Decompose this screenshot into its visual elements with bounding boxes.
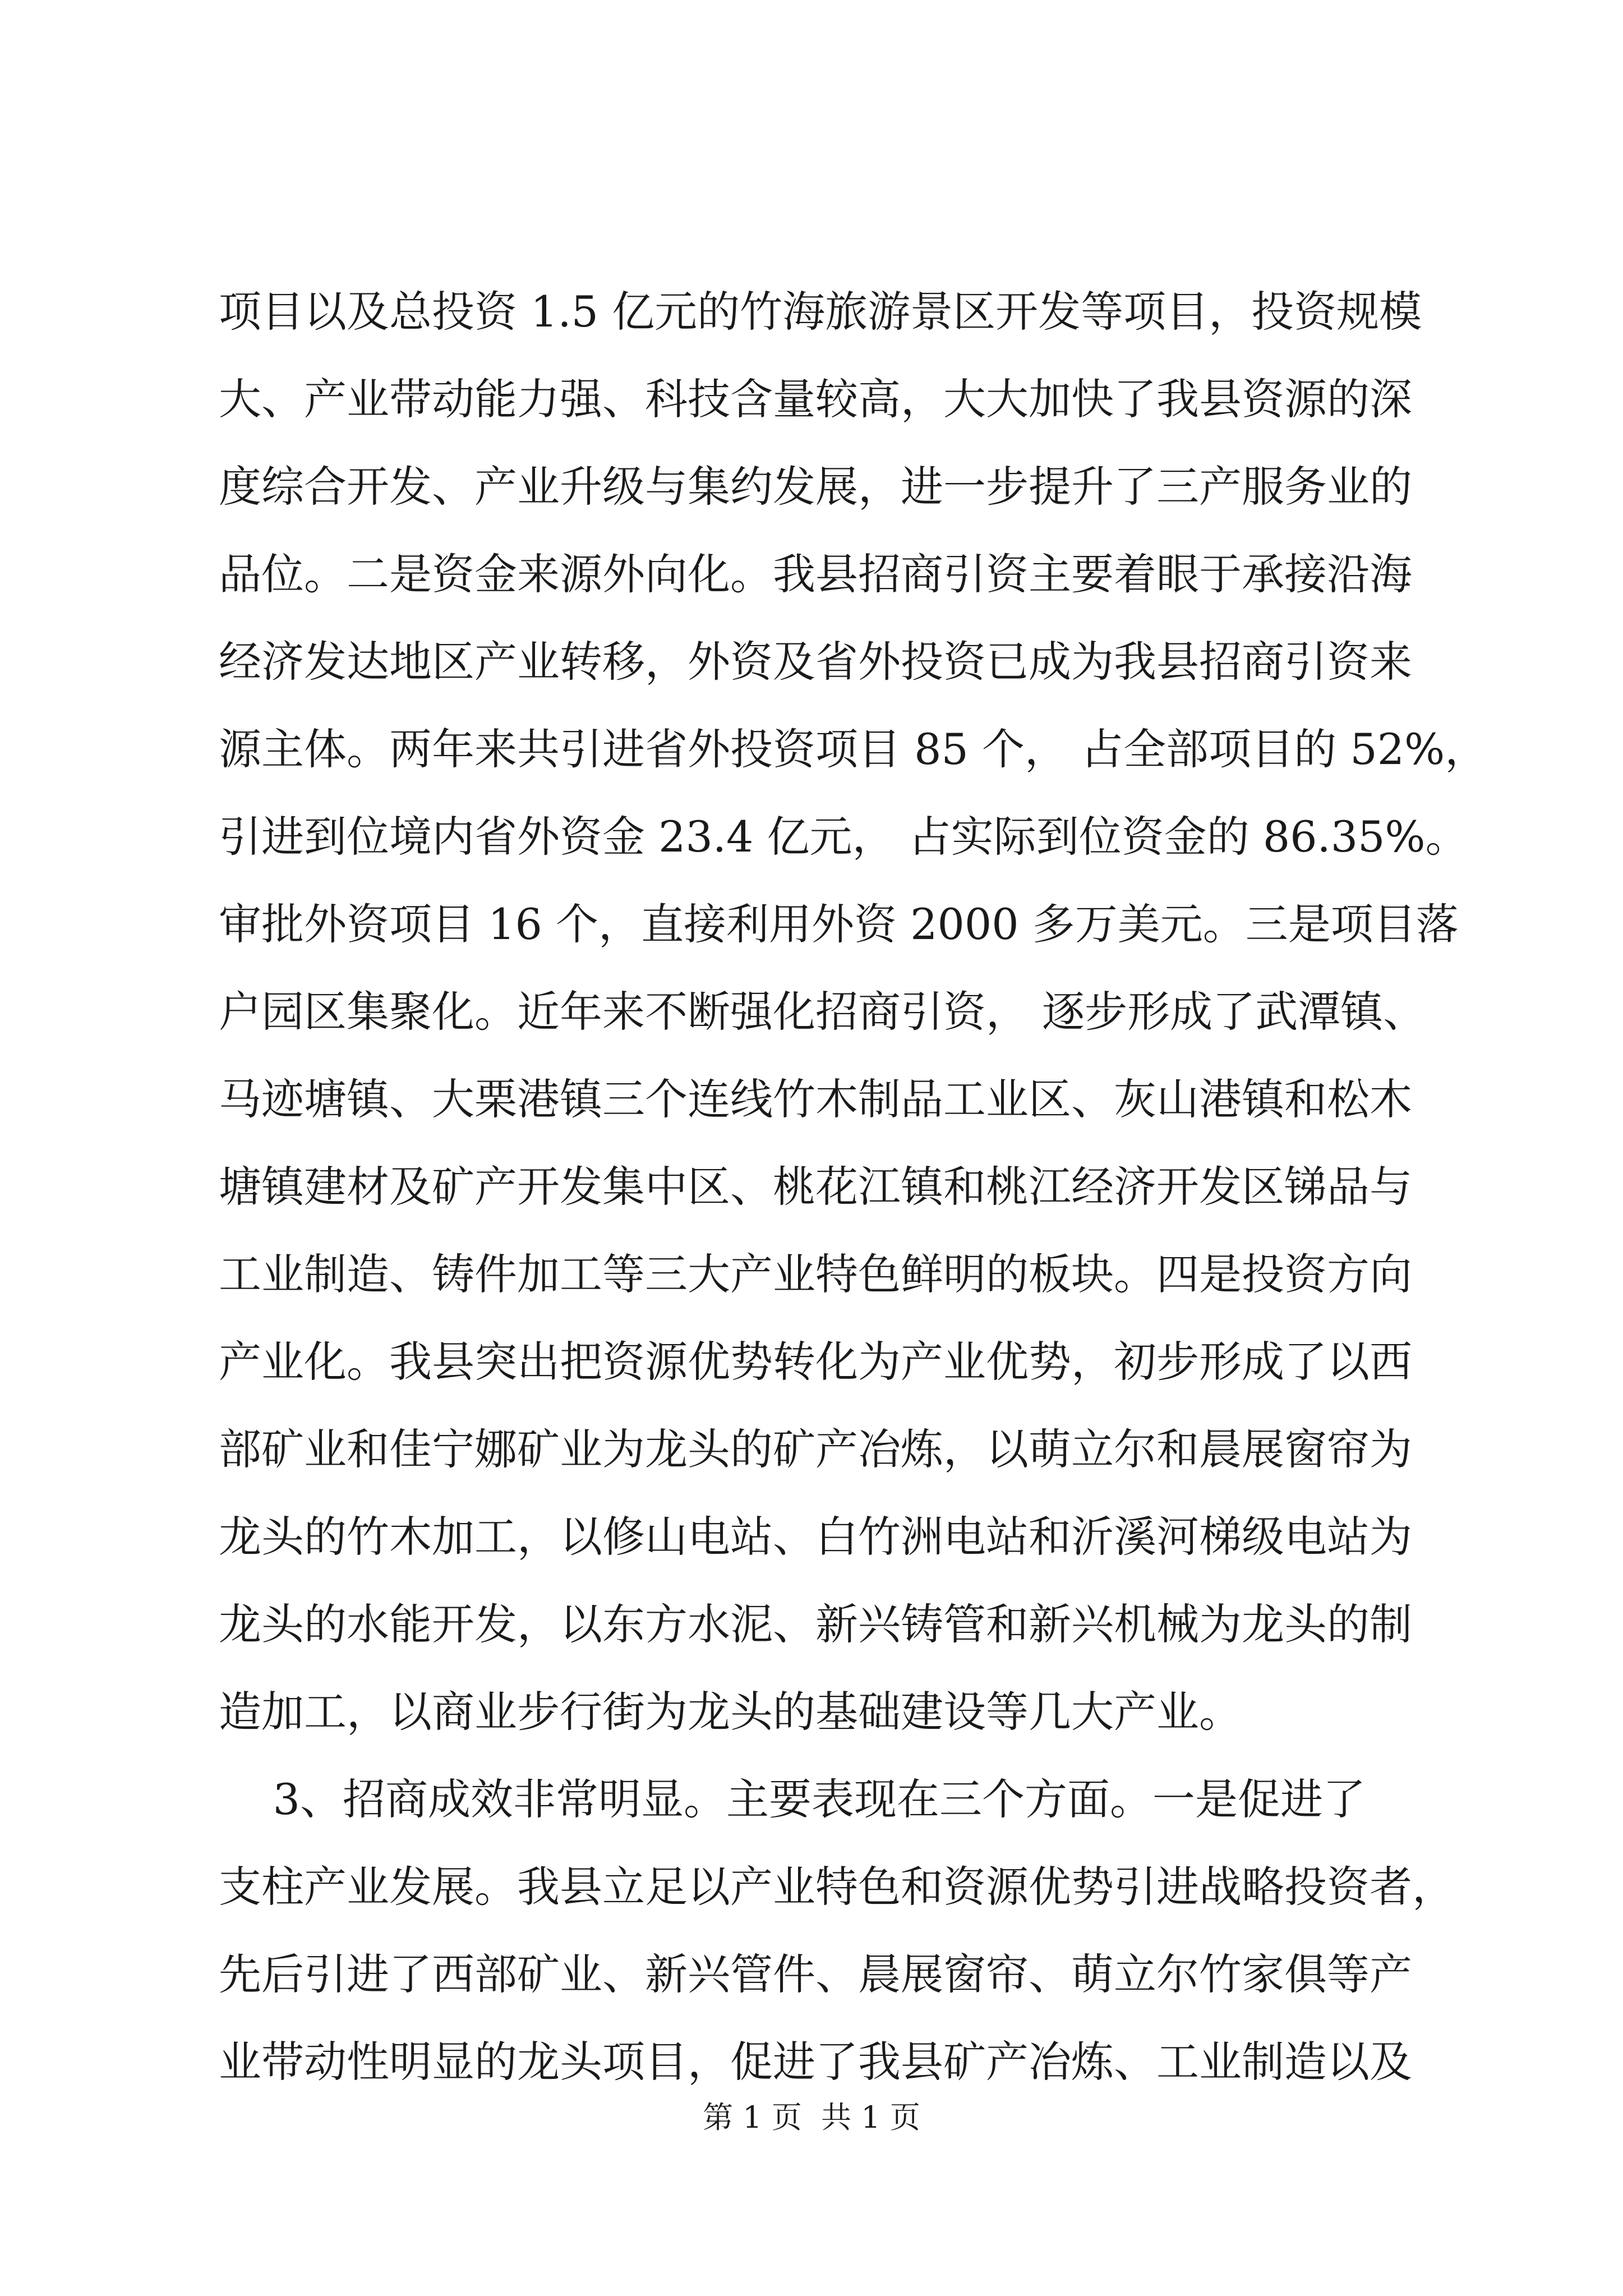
- text-line: 塘镇建材及矿产开发集中区、桃花江镇和桃江经济开发区锑品与: [219, 1162, 1412, 1212]
- text-line: 部矿业和佳宁娜矿业为龙头的矿产冶炼，以萌立尔和晨展窗帘为: [219, 1424, 1412, 1474]
- text-line: 源主体。两年来共引进省外投资项目 85 个， 占全部项目的 52%，: [219, 724, 1488, 774]
- body-text: [219, 268, 1488, 2106]
- text-line: 支柱产业发展。我县立足以产业特色和资源优势引进战略投资者，: [219, 1862, 1455, 1912]
- text-line: 龙头的竹木加工，以修山电站、白竹洲电站和沂溪河梯级电站为: [219, 1512, 1412, 1562]
- text-line: 项目以及总投资 1.5 亿元的竹海旅游景区开发等项目，投资规模: [219, 287, 1422, 337]
- text-line: 户园区集聚化。近年来不断强化招商引资， 逐步形成了武潭镇、: [219, 987, 1426, 1037]
- text-line: 龙头的水能开发，以东方水泥、新兴铸管和新兴机械为龙头的制: [219, 1599, 1412, 1649]
- text-line: 大、产业带动能力强、科技含量较高，大大加快了我县资源的深: [219, 374, 1412, 424]
- text-line: 工业制造、铸件加工等三大产业特色鲜明的板块。四是投资方向: [219, 1249, 1412, 1299]
- text-line: 业带动性明显的龙头项目，促进了我县矿产冶炼、工业制造以及: [219, 2037, 1412, 2087]
- text-line: 引进到位境内省外资金 23.4 亿元， 占实际到位资金的 86.35%。: [219, 812, 1468, 862]
- text-line: 审批外资项目 16 个，直接利用外资 2000 多万美元。三是项目落: [219, 899, 1459, 949]
- text-line: 3、招商成效非常明显。主要表现在三个方面。一是促进了: [219, 1774, 1366, 1824]
- text-line: 度综合开发、产业升级与集约发展，进一步提升了三产服务业的: [219, 462, 1412, 512]
- page-footer: [0, 2098, 1623, 2137]
- text-line: 马迹塘镇、大栗港镇三个连线竹木制品工业区、灰山港镇和松木: [219, 1074, 1412, 1124]
- text-line: 造加工，以商业步行街为龙头的基础建设等几大产业。: [219, 1687, 1242, 1737]
- text-line: 经济发达地区产业转移，外资及省外投资已成为我县招商引资来: [219, 637, 1412, 687]
- page-number: 第 1 页 共 1 页: [703, 2100, 920, 2135]
- text-line: 品位。二是资金来源外向化。我县招商引资主要着眼于承接沿海: [219, 549, 1412, 599]
- text-line: 产业化。我县突出把资源优势转化为产业优势，初步形成了以西: [219, 1337, 1412, 1387]
- text-line: 先后引进了西部矿业、新兴管件、晨展窗帘、萌立尔竹家俱等产: [219, 1949, 1412, 1999]
